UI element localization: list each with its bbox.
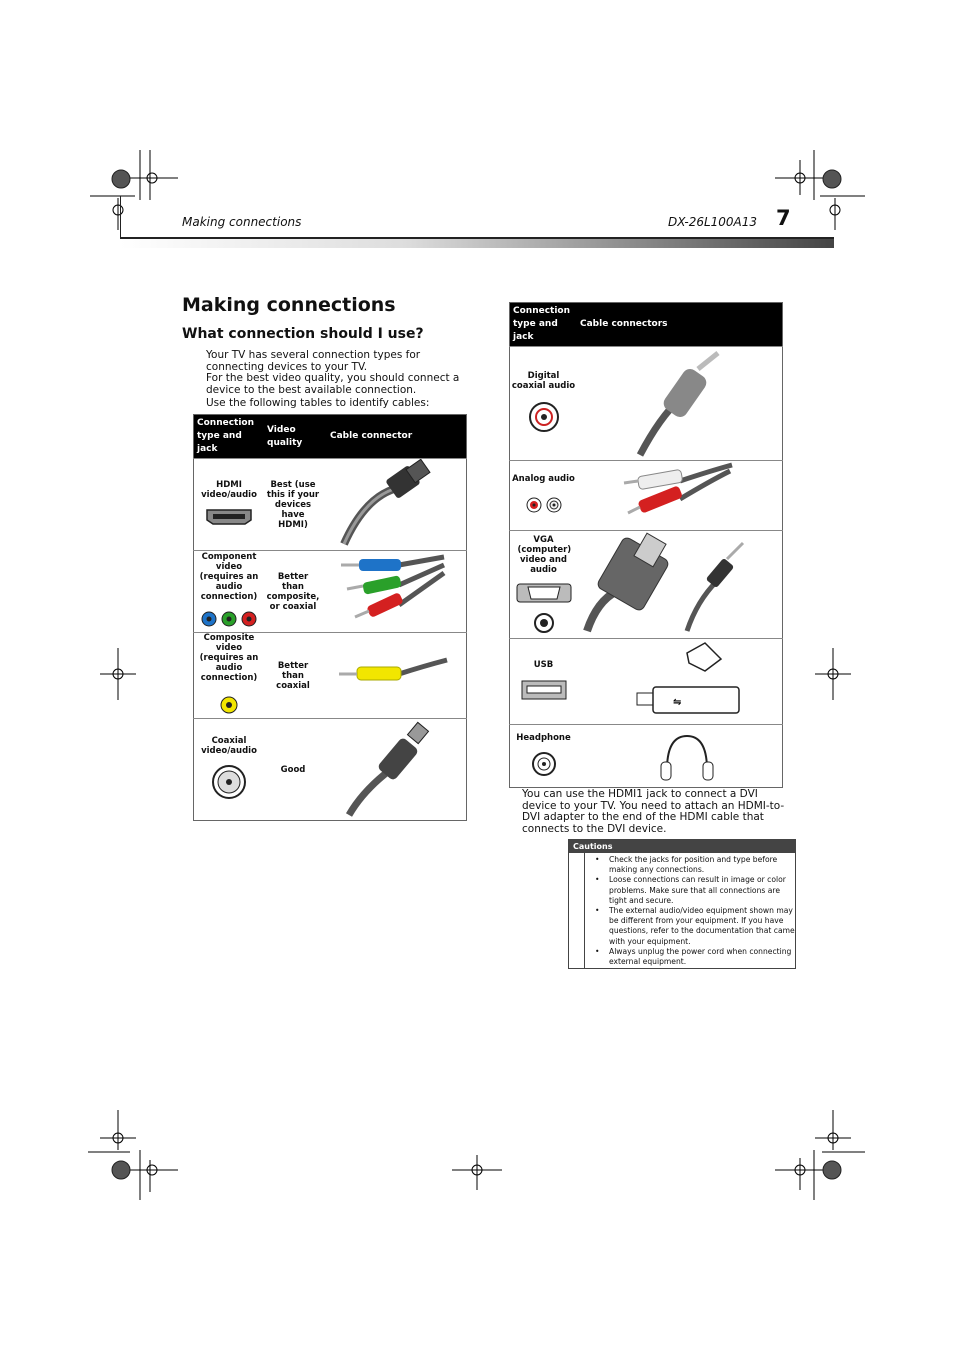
header-rule-left — [120, 196, 121, 240]
row-type-label: VGA (computer) video and audio — [517, 535, 572, 575]
row-quality: Best (use this if your devices have HDMI) — [264, 459, 322, 551]
caution-item: • Always unplug the power cord when connecting external equipment. — [609, 947, 795, 967]
analog-audio-cable-icon — [577, 461, 783, 531]
headphone-icon — [577, 725, 783, 788]
row-headphone-type — [510, 725, 578, 788]
analog-audio-jack-icon — [524, 496, 564, 514]
dvi-note: You can use the HDMI1 jack to connect a DVI device to your TV. You need to attach an HDMI-to-DVI adapter to the end of the HDMI cable that connects to the DVI device. — [522, 788, 785, 835]
composite-cable-icon — [322, 633, 467, 719]
header-cable-connectors: Cable connectors — [577, 303, 783, 347]
audio-other-connections-table — [509, 302, 783, 788]
hdmi-jack-icon — [205, 508, 253, 526]
table-header-row — [194, 415, 467, 459]
header-gradient-bar — [120, 237, 834, 248]
row-quality: Better than composite, or coaxial — [264, 551, 322, 633]
vga-jack-icon — [516, 581, 572, 605]
table-row — [510, 461, 783, 531]
component-jack-icon — [198, 610, 260, 628]
table-row — [510, 531, 783, 639]
intro-paragraph-3: Use the following tables to identify cables: — [206, 397, 430, 409]
row-coaxial-type — [194, 719, 265, 821]
component-cable-icon — [322, 551, 467, 633]
header-cable-connector: Cable connector — [322, 415, 467, 459]
row-type-label: Headphone — [516, 732, 571, 743]
table-row — [194, 633, 467, 719]
intro-paragraph-2: For the best video quality, you should connect a device to the best available connection. — [206, 372, 460, 396]
row-type-label: Component video (requires an audio connection) — [199, 552, 259, 602]
usb-flash-drive-icon — [577, 639, 783, 725]
table-row — [194, 459, 467, 551]
row-component-type — [194, 551, 265, 633]
hdmi-cable-icon — [322, 459, 467, 551]
row-quality: Better than coaxial — [264, 633, 322, 719]
row-type-label: Composite video (requires an audio connection) — [199, 633, 259, 683]
row-quality: Good — [264, 719, 322, 821]
digital-coaxial-jack-icon — [528, 401, 560, 433]
svg-text:⇋: ⇋ — [673, 697, 682, 708]
header-video-quality: Video quality — [264, 415, 322, 459]
page-number: 7 — [776, 206, 791, 230]
header-connection-type: Connection type and jack — [510, 303, 578, 347]
intro-paragraph-1: Your TV has several connection types for connecting devices to your TV. — [206, 349, 421, 373]
cautions-divider — [584, 852, 585, 968]
row-analog-audio-type — [510, 461, 578, 531]
vga-cable-icon — [577, 531, 783, 639]
caution-item: • Loose connections can result in image or color problems. Make sure that all connections are tight and secure. — [609, 875, 795, 906]
row-type-label: Coaxial video/audio — [201, 736, 257, 756]
cautions-box — [568, 839, 796, 969]
row-composite-type — [194, 633, 265, 719]
running-header-model: DX-26L100A13 — [668, 215, 758, 229]
coaxial-jack-icon — [211, 764, 247, 800]
section-subtitle: What connection should I use? — [182, 326, 424, 342]
header-connection-type: Connection type and jack — [194, 415, 265, 459]
intro-text — [206, 350, 481, 410]
table-header-row — [510, 303, 783, 347]
row-vga-type — [510, 531, 578, 639]
row-type-label: Analog audio — [512, 474, 575, 484]
caution-item: • The external audio/video equipment shown may be different from your equipment. If you have questions, refer to the documentation that came with your equipment. — [609, 906, 795, 947]
caution-item: • Check the jacks for position and type before making any connections. — [609, 855, 795, 875]
table-row — [510, 639, 783, 725]
row-hdmi-type — [194, 459, 265, 551]
table-row — [510, 347, 783, 461]
video-connections-table — [193, 414, 467, 821]
page-title: Making connections — [182, 294, 396, 316]
cautions-list — [569, 855, 795, 967]
row-type-label: Digital coaxial audio — [511, 371, 576, 391]
table-row — [194, 551, 467, 633]
composite-jack-icon — [219, 695, 239, 715]
coaxial-cable-icon — [322, 719, 467, 821]
row-type-label: HDMI video/audio — [201, 480, 257, 500]
table-row — [510, 725, 783, 788]
row-usb-type — [510, 639, 578, 725]
running-header-section: Making connections — [182, 215, 302, 229]
cautions-title: Cautions — [569, 840, 795, 853]
row-type-label: USB — [533, 660, 554, 670]
table-row — [194, 719, 467, 821]
usb-port-icon — [521, 680, 567, 700]
row-digital-coaxial-type — [510, 347, 578, 461]
vga-audio-jack-icon — [533, 612, 555, 634]
headphone-jack-icon — [531, 751, 557, 777]
digital-coaxial-cable-icon — [577, 347, 783, 461]
